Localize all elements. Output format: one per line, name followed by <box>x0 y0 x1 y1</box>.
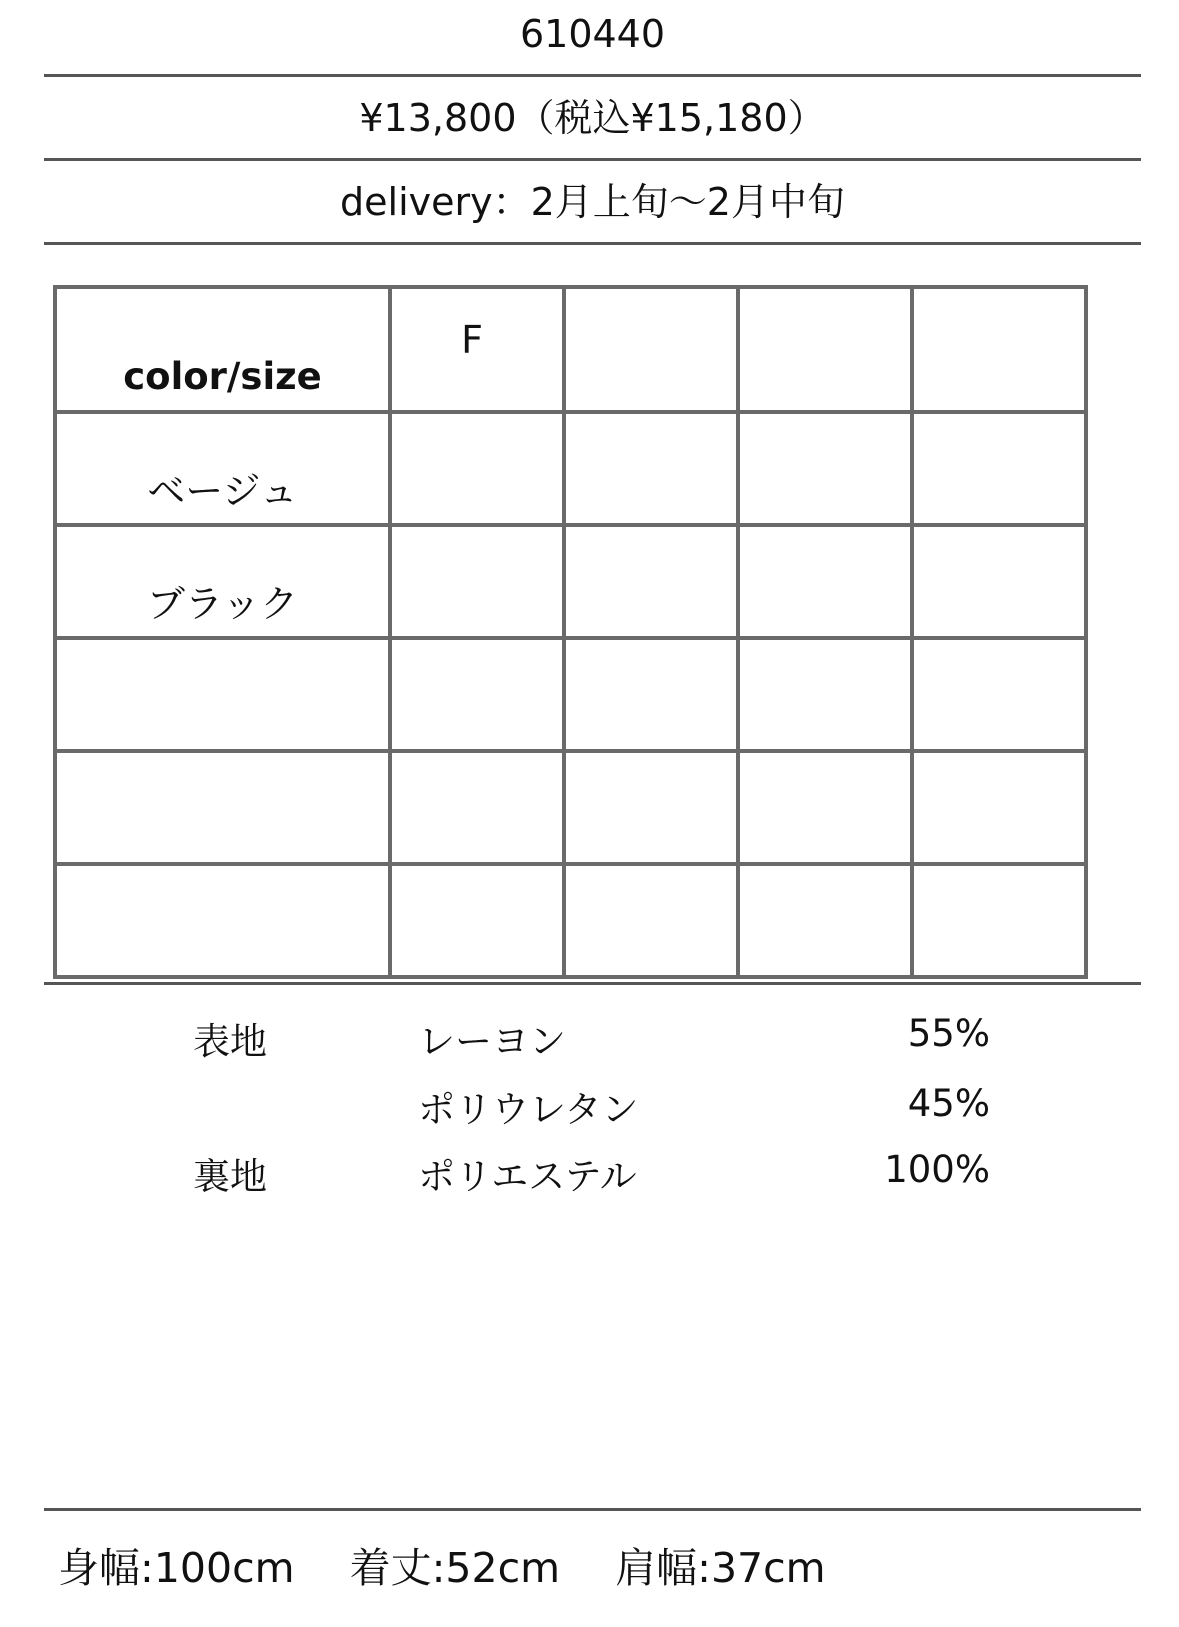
table-row <box>55 751 1086 864</box>
divider <box>44 982 1141 985</box>
table-cell <box>390 638 564 751</box>
table-cell <box>390 412 564 525</box>
divider <box>44 1508 1141 1511</box>
color-size-header: color/size <box>55 287 390 412</box>
size-header <box>738 287 912 412</box>
measurement-body-width: 身幅:100cm <box>58 1544 295 1592</box>
material-section-label: 裏地 <box>193 1155 267 1198</box>
color-cell <box>55 638 390 751</box>
table-row <box>55 525 1086 638</box>
material-percent: 55% <box>907 1012 990 1055</box>
material-percent: 45% <box>907 1082 990 1125</box>
divider <box>44 74 1141 77</box>
table-cell <box>738 412 912 525</box>
table-row <box>55 864 1086 977</box>
table-cell <box>564 638 738 751</box>
color-cell: ブラック <box>55 525 390 638</box>
table-cell <box>912 864 1086 977</box>
table-cell <box>912 751 1086 864</box>
measurement-length: 着丈:52cm <box>349 1544 561 1592</box>
table-cell <box>564 751 738 864</box>
table-cell <box>912 412 1086 525</box>
table-cell <box>738 638 912 751</box>
measurement-shoulder-width: 肩幅:37cm <box>615 1544 826 1592</box>
table-cell <box>390 751 564 864</box>
table-row <box>55 638 1086 751</box>
table-cell <box>564 864 738 977</box>
table-cell <box>738 525 912 638</box>
size-header <box>912 287 1086 412</box>
product-number: 610440 <box>519 12 666 56</box>
material-fiber: レーヨン <box>418 1020 566 1063</box>
table-cell <box>912 525 1086 638</box>
material-fiber: ポリエステル <box>418 1155 637 1198</box>
table-cell <box>390 864 564 977</box>
size-header: F <box>390 287 564 412</box>
price: ¥13,800（税込¥15,180） <box>359 96 826 140</box>
divider <box>44 158 1141 161</box>
color-cell: ベージュ <box>55 412 390 525</box>
table-header-row <box>55 287 1086 412</box>
table-cell <box>912 638 1086 751</box>
table-cell <box>738 751 912 864</box>
table-row <box>55 412 1086 525</box>
table-cell <box>390 525 564 638</box>
color-cell <box>55 751 390 864</box>
color-size-table <box>53 285 1088 979</box>
table-cell <box>564 412 738 525</box>
measurements <box>58 1535 868 1594</box>
material-section-label: 表地 <box>193 1020 267 1063</box>
material-percent: 100% <box>884 1148 990 1191</box>
material-fiber: ポリウレタン <box>418 1088 639 1131</box>
table-cell <box>564 525 738 638</box>
color-cell <box>55 864 390 977</box>
divider <box>44 242 1141 245</box>
size-header <box>564 287 738 412</box>
delivery: delivery：2月上旬～2月中旬 <box>340 180 845 224</box>
table-cell <box>738 864 912 977</box>
